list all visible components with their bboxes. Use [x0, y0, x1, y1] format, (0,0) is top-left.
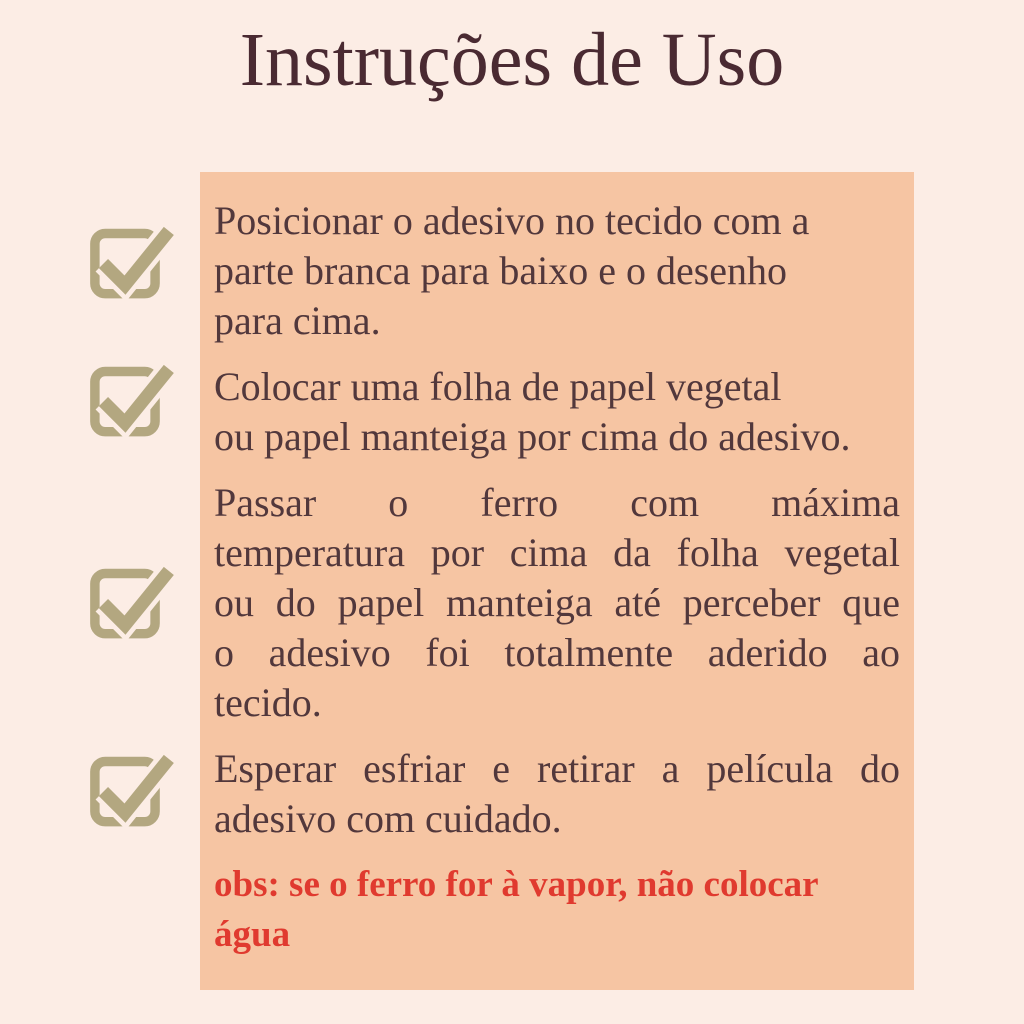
instruction-line: adesivo com cuidado. [214, 796, 562, 841]
checkbox-checked-icon [88, 558, 174, 644]
instruction-line: tecido. [214, 680, 322, 725]
note-line: água [214, 914, 291, 955]
checkbox-checked-icon [88, 356, 174, 442]
instruction-line: Colocar uma folha de papel vegetal [214, 364, 782, 409]
instruction-line: Passar o ferro com máxima [214, 480, 900, 525]
instruction-line: parte branca para baixo e o desenho [214, 248, 788, 293]
checkbox-checked-icon [88, 218, 174, 304]
instruction-line: ou papel manteiga por cima do adesivo. [214, 414, 851, 459]
instructions-panel [200, 172, 914, 990]
instruction-line: ou do papel manteiga até perceber que [214, 580, 900, 625]
note-line: obs: se o ferro for à vapor, não colocar [214, 864, 819, 905]
instruction-line: para cima. [214, 298, 381, 343]
instruction-line: o adesivo foi totalmente aderido ao [214, 630, 900, 675]
page-title: Instruções de Uso [239, 18, 785, 102]
instruction-line: temperatura por cima da folha vegetal [214, 530, 900, 575]
checkbox-checked-icon [88, 746, 174, 832]
instruction-step-2 [214, 362, 900, 462]
instruction-line: Esperar esfriar e retirar a película do [214, 746, 900, 791]
instruction-line: Posicionar o adesivo no tecido com a [214, 198, 810, 243]
instruction-step-3 [214, 478, 900, 728]
instruction-step-1 [214, 196, 900, 346]
instruction-step-4 [214, 744, 900, 844]
steam-warning-note [214, 860, 900, 960]
